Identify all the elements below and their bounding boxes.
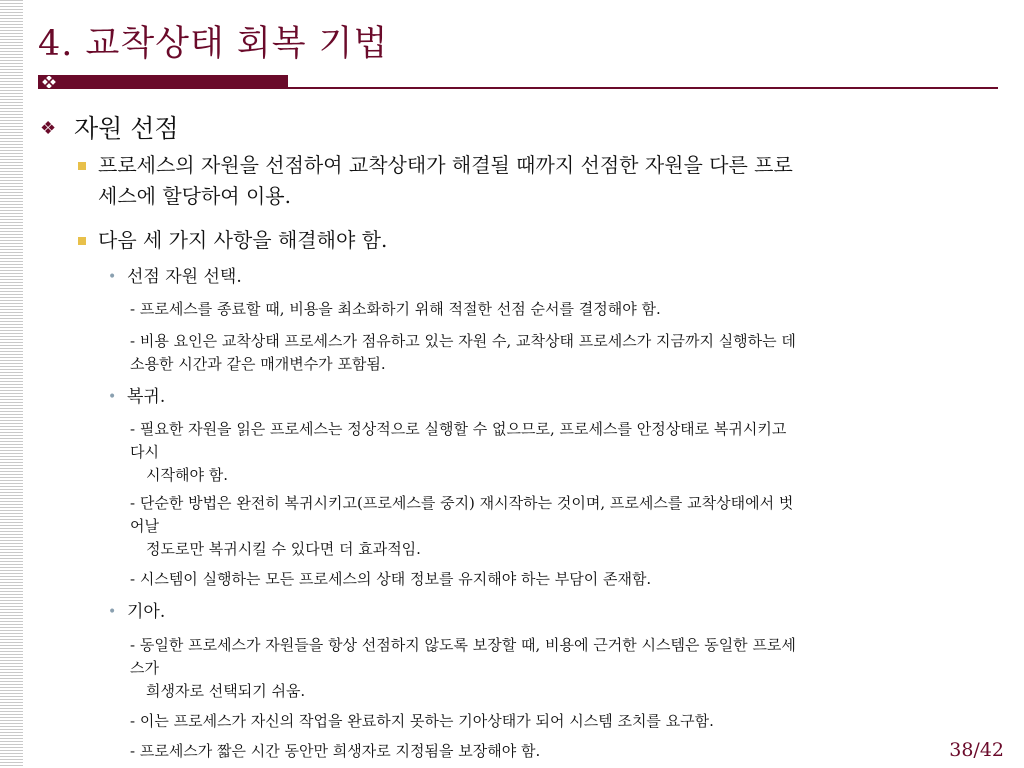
item-2-detail-3 [130, 568, 990, 591]
detail-line: 정도로만 복귀시킬 수 있다면 더 효과적임. [146, 540, 421, 558]
page-number: 38/42 [949, 739, 1004, 761]
detail-line: - 필요한 자원을 읽은 프로세스는 정상적으로 실행할 수 없으므로, 프로세스를 안정상태로 복귀시키고 [130, 420, 787, 438]
item-2-detail-1 [130, 418, 990, 487]
slide-title: 4. 교착상태 회복 기법 [38, 24, 389, 64]
item-3-detail-2 [130, 710, 990, 733]
item-3-detail-1 [130, 634, 990, 703]
detail-line: - 시스템이 실행하는 모든 프로세스의 상태 정보를 유지해야 하는 부담이 존재함. [130, 570, 652, 588]
detail-line: 시작해야 함. [146, 466, 228, 484]
detail-line: 다시 [130, 443, 159, 461]
item-3-detail-3 [130, 740, 990, 763]
round-bullet-icon: • [108, 389, 117, 405]
detail-line: 희생자로 선택되기 쉬움. [146, 682, 306, 700]
square-bullet-icon [78, 162, 86, 170]
detail-line: - 이는 프로세스가 자신의 작업을 완료하지 못하는 기아상태가 되어 시스템 조치를 요구함. [130, 712, 714, 730]
detail-line: 소용한 시간과 같은 매개변수가 포함됨. [130, 355, 386, 373]
detail-line: 어날 [130, 517, 159, 535]
item-title: 복귀. [127, 387, 166, 407]
round-bullet-icon: • [108, 269, 117, 285]
detail-line: - 비용 요인은 교착상태 프로세스가 점유하고 있는 자원 수, 교착상태 프로세스가 지금까지 실행하는 데 [130, 332, 796, 350]
item-1-detail-2 [130, 330, 990, 376]
point-1 [78, 150, 988, 212]
detail-line: - 단순한 방법은 완전히 복귀시키고(프로세스를 중지) 재시작하는 것이며, 프로세스를 교착상태에서 벗 [130, 494, 794, 512]
heading-resource-preemption [40, 112, 179, 146]
item-title: 기아. [127, 602, 166, 622]
item-starvation [108, 600, 165, 625]
point-2 [78, 225, 988, 256]
detail-line: - 동일한 프로세스가 자원들을 항상 선점하지 않도록 보장할 때, 비용에 근거한 시스템은 동일한 프로세 [130, 636, 796, 654]
item-2-detail-2 [130, 492, 990, 561]
point-1-line-2: 세스에 할당하여 이용. [98, 184, 291, 208]
detail-line: 스가 [130, 659, 159, 677]
point-1-line-1: 프로세스의 자원을 선점하여 교착상태가 해결될 때까지 선점한 자원을 다른 프로 [98, 153, 793, 177]
heading-text: 자원 선점 [74, 114, 179, 143]
item-victim-selection [108, 265, 242, 290]
diamond-bullet-icon: ❖ [40, 118, 57, 139]
square-bullet-icon [78, 237, 86, 245]
point-2-line-1: 다음 세 가지 사항을 해결해야 함. [98, 228, 388, 252]
round-bullet-icon: • [108, 604, 117, 620]
item-rollback [108, 385, 165, 410]
detail-line: - 프로세스를 종료할 때, 비용을 최소화하기 위해 적절한 선점 순서를 결정해야 함. [130, 300, 661, 318]
detail-line: - 프로세스가 짧은 시간 동안만 희생자로 지정됨을 보장해야 함. [130, 742, 541, 760]
item-1-detail-1 [130, 298, 990, 321]
item-title: 선점 자원 선택. [127, 267, 242, 287]
